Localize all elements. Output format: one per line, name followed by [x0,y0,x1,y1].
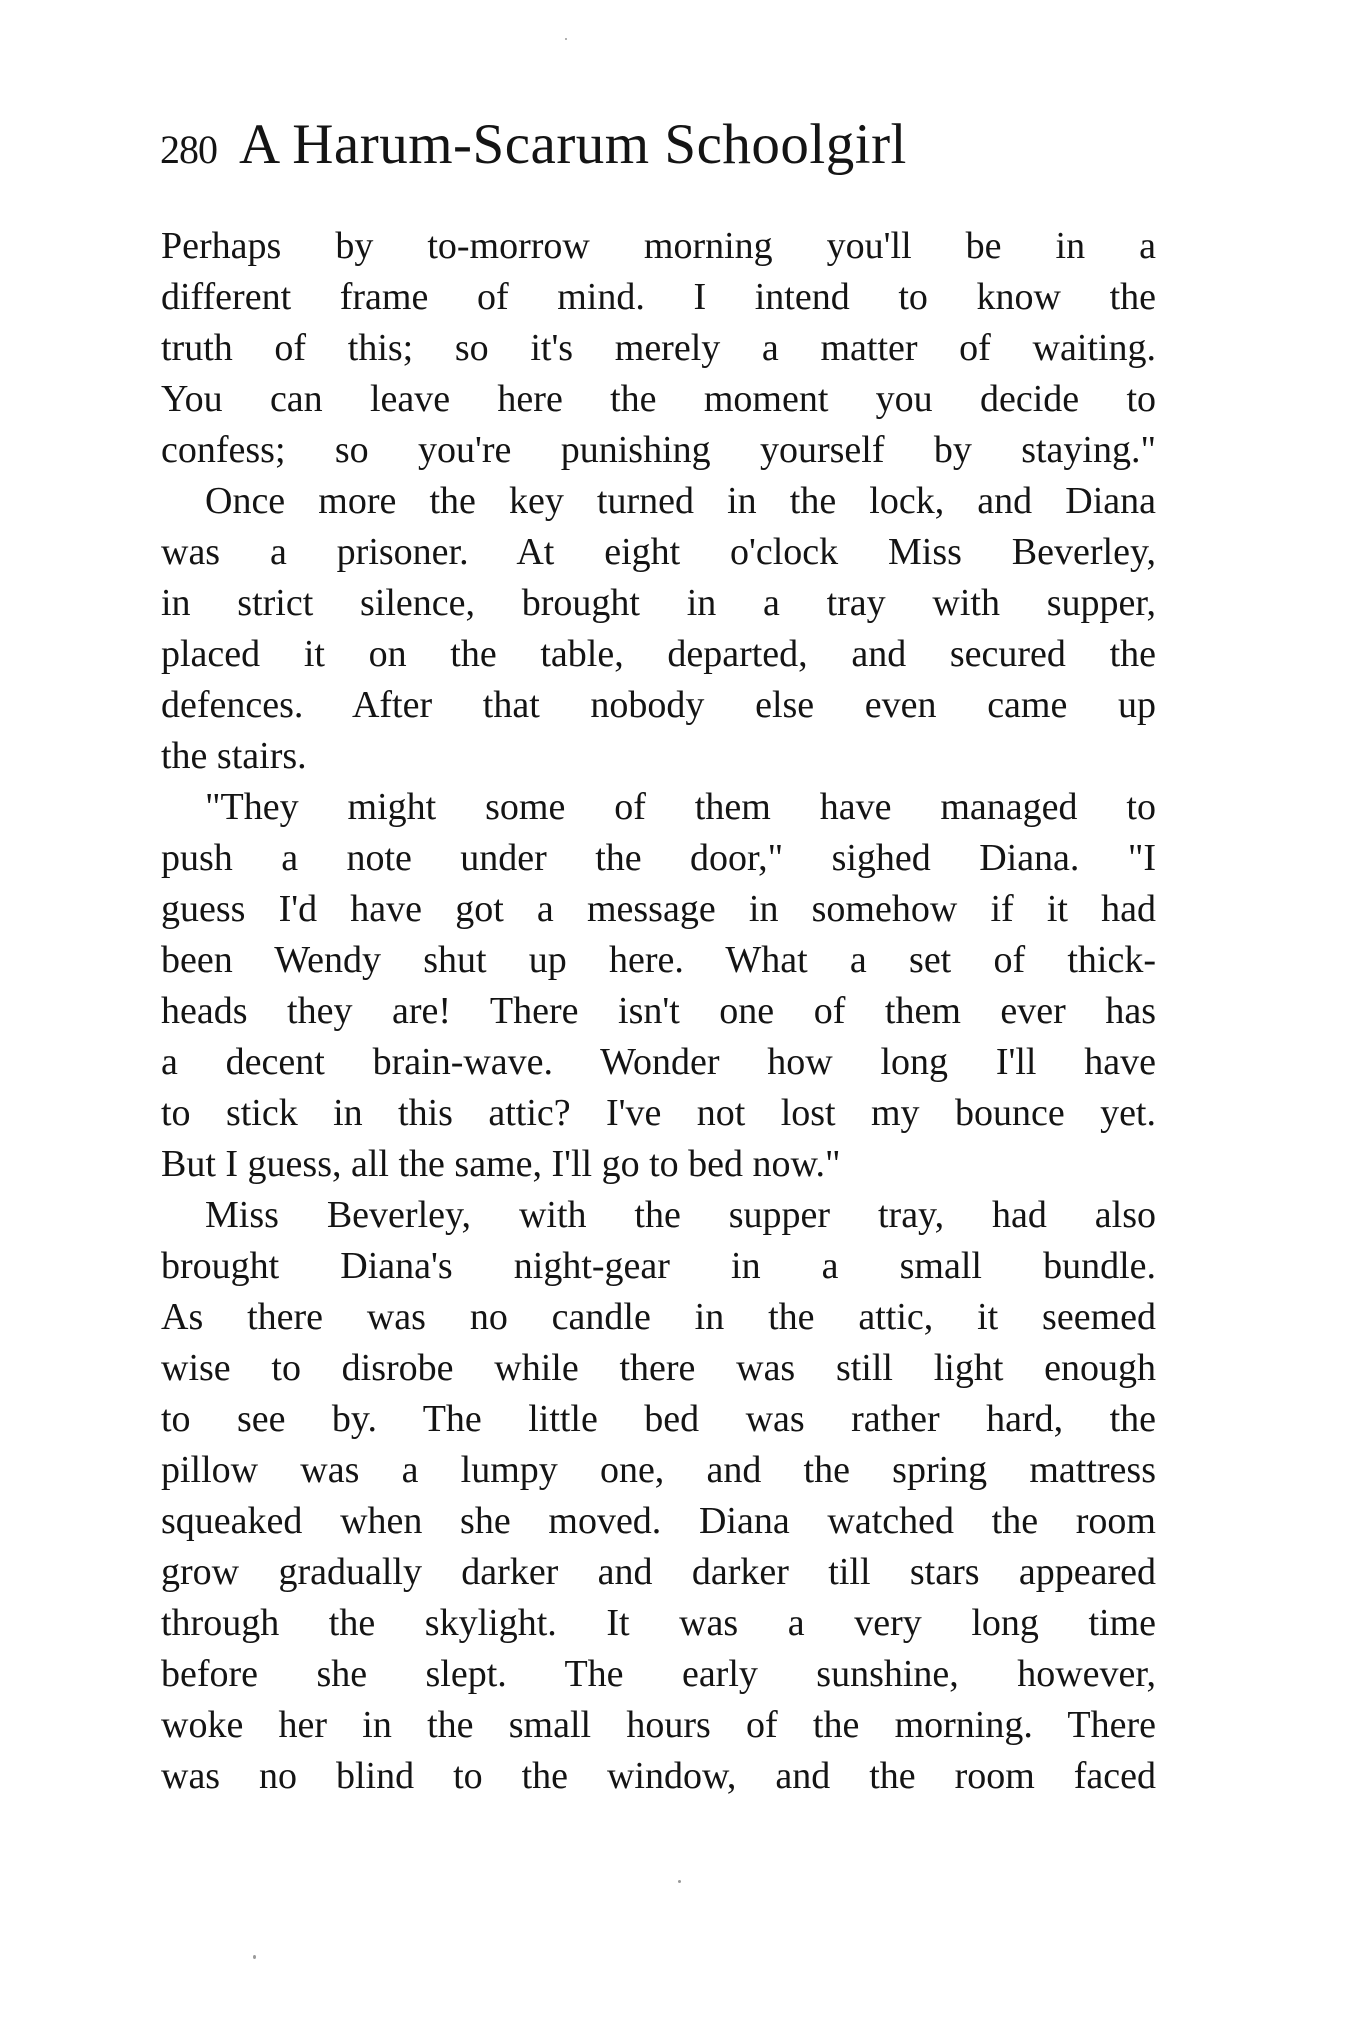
text-line: a decent brain-wave. Wonder how long I'll have [161,1041,1156,1083]
text-line: You can leave here the moment you decide to [161,378,1156,420]
running-head [160,112,1160,192]
paragraph-last-line: the stairs. [161,735,307,777]
text-line: brought Diana's night-gear in a small bundle. [161,1245,1156,1287]
text-line: truth of this; so it's merely a matter of waiting. [161,327,1156,369]
text-line: confess; so you're punishing yourself by staying." [161,429,1156,471]
paragraph-first-line: Once more the key turned in the lock, and Diana [205,480,1156,522]
paragraph-first-line: Miss Beverley, with the supper tray, had also [205,1194,1156,1236]
text-line: defences. After that nobody else even came up [161,684,1156,726]
paragraph-first-line: "They might some of them have managed to [205,786,1156,828]
body-text [161,221,1156,1802]
text-line: before she slept. The early sunshine, however, [161,1653,1156,1695]
text-line: As there was no candle in the attic, it seemed [161,1296,1156,1338]
text-line: was a prisoner. At eight o'clock Miss Beverley, [161,531,1156,573]
text-line: woke her in the small hours of the morning. There [161,1704,1156,1746]
text-line: wise to disrobe while there was still light enough [161,1347,1156,1389]
scan-speck [253,1955,256,1959]
text-line: guess I'd have got a message in somehow if it had [161,888,1156,930]
book-title: A Harum-Scarum Schoolgirl [239,113,907,176]
paragraph-last-line: But I guess, all the same, I'll go to bed now." [161,1143,841,1185]
page-number: 280 [160,127,217,172]
text-line: push a note under the door," sighed Diana. "I [161,837,1156,879]
text-line: grow gradually darker and darker till stars appeared [161,1551,1156,1593]
text-line: in strict silence, brought in a tray with supper, [161,582,1156,624]
text-line: Perhaps by to-morrow morning you'll be in a [161,225,1156,267]
text-line: to see by. The little bed was rather hard, the [161,1398,1156,1440]
text-line: been Wendy shut up here. What a set of thick- [161,939,1156,981]
text-line: was no blind to the window, and the room faced [161,1755,1156,1797]
text-line: squeaked when she moved. Diana watched the room [161,1500,1156,1542]
scan-speck [565,38,567,40]
text-line: pillow was a lumpy one, and the spring mattress [161,1449,1156,1491]
text-line: different frame of mind. I intend to know the [161,276,1156,318]
text-line: heads they are! There isn't one of them ever has [161,990,1156,1032]
text-line: placed it on the table, departed, and secured the [161,633,1156,675]
text-line: to stick in this attic? I've not lost my bounce yet. [161,1092,1156,1134]
text-line: through the skylight. It was a very long time [161,1602,1156,1644]
scan-speck [678,1880,681,1883]
